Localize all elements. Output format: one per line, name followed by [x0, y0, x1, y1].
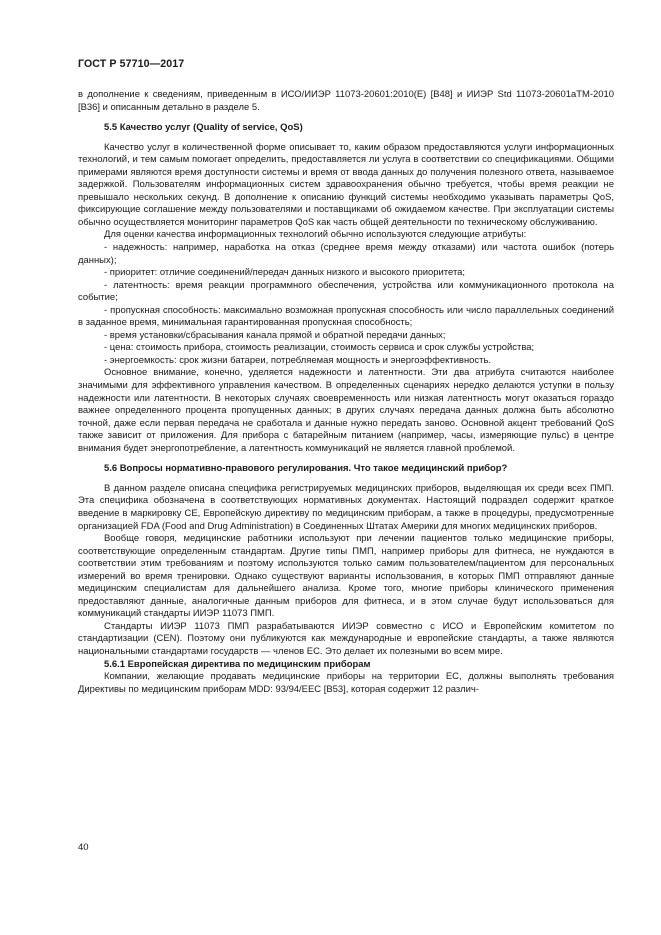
list-item: - пропускная способность: максимально возможная пропускная способность или число параллельных соединений в заданное время, минимальная гарантированная пропускная способность; — [78, 304, 614, 329]
paragraph: Стандарты ИИЭР 11073 ПМП разрабатываются ИИЭР совместно с ИСО и Европейским комитетом по стандартизации (CEN). Поэтому они публикуются как международные и европейские стандарты, а также являются национальными стандартами государств — членов ЕС. Это делает их полезными во всем мире. — [78, 620, 614, 657]
paragraph: В данном разделе описана специфика регистрируемых медицинских приборов, выделяющая их среди всех ПМП. Эта специфика обозначена в соответствующих нормативных документах. Настоящий подраздел содержит краткое введение в маркировку СЕ, Европейскую директиву по медицинским приборам, а также в процедуры, предусмотренные организацией FDA (Food and Drug Administration) в Соединенных Штатах Америки для многих медицинских приборов. — [78, 482, 614, 532]
document-header-standard-number: ГОСТ Р 57710—2017 — [78, 58, 185, 70]
list-item: - латентность: время реакции программного обеспечения, устройства или коммуникационного протокола на событие; — [78, 279, 614, 304]
attributes-list — [78, 242, 614, 367]
paragraph: Для оценки качества информационных технологий обычно используются следующие атрибуты: — [104, 229, 527, 241]
list-item: - цена: стоимость прибора, стоимость реализации, стоимость сервиса и срок службы устройства; — [104, 342, 535, 354]
paragraph: Компании, желающие продавать медицинские приборы на территории ЕС, должны выполнять требования Директивы по медицинским приборам MDD: 93/94/EEC [В53], которая содержит 12 различ- — [78, 671, 614, 695]
list-item: - энергоемкость: срок жизни батареи, потребляемая мощность и энергоэффективность. — [104, 354, 491, 366]
paragraph: Вообще говоря, медицинские работники используют при лечении пациентов только медицинские приборы, соответствующие определенным стандартам. Другие типы ПМП, например приборы для фитнеса, не нуждаются в соответствии этим требованиям и поэтому используются только самим пользователем/пациентом для персональных измерений во время тренировки. Однако существуют варианты использования, в которых ПМП отправляют данные медицинским специалистам для дальнейшего анализа. Кроме того, многие приборы клинического применения предоставляют данные, аналогичные данным приборов для фитнеса, и в этом случае будут использоваться для коммуникаций стандарты ИИЭР 11073 ПМП. — [78, 533, 614, 620]
intro-paragraph: в дополнение к сведениям, приведенным в ИСО/ИИЭР 11073-20601:2010(E) [В48] и ИИЭР Std 11073-20601аTM-2010 [В36] и описанным детально в разделе 5. — [78, 89, 614, 113]
section-heading-5-5: 5.5 Качество услуг (Quality of service, QoS) — [104, 122, 303, 134]
list-item: - приоритет: отличие соединений/передач данных низкого и высокого приоритета; — [104, 267, 466, 279]
document-body — [78, 89, 614, 696]
section-heading-5-6-1: 5.6.1 Европейская директива по медицинским приборам — [104, 658, 371, 670]
paragraph: Качество услуг в количественной форме описывает то, каким образом предоставляются услуги информационных технологий, и тем самым помогает определить, предоставляется ли услуга в соответствии со спецификациями. Общими примерами являются время доступности системы и время от ввода данных до получения полезного ответа, называемое задержкой. Пользователям информационных систем здравоохранения обычно требуется, чтобы время реакции не превышало нескольких секунд. В дополнение к описанию функций системы необходимо указывать параметры QoS, фиксирующие соглашение между пользователями и поставщиками об ожидаемом качестве. При эксплуатации системы обычно осуществляется мониторинг параметров QoS как часть общей деятельности по техническому обслуживанию. — [78, 141, 614, 228]
list-item: - надежность: например, наработка на отказ (среднее время между отказами) или частота ошибок (потерь данных); — [78, 242, 614, 266]
section-heading-5-6: 5.6 Вопросы нормативно-правового регулирования. Что такое медицинский прибор? — [104, 463, 508, 475]
list-item: - время установки/сбрасывания канала прямой и обратной передачи данных; — [104, 329, 446, 341]
paragraph: Основное внимание, конечно, уделяется надежности и латентности. Эти два атрибута считаются наиболее значимыми для эффективного управления качеством. В определенных сценариях нередко делаются уступки в пользу надежности или латентности. В некоторых случаях своевременность или низкая латентность могут оказаться гораздо важнее определенного процента пропущенных данных; в других случаях передача данных должна быть абсолютно точной, даже если первая передача не сработала и данные нужно передать заново. Основной акцент требований QoS также зависит от приложения. Для прибора с батарейным питанием (например, часы, измеряющие пульс) в центре внимания будет энергопотребление, а латентность коммуникаций не является главной проблемой. — [78, 367, 614, 454]
page-number: 40 — [78, 842, 89, 853]
